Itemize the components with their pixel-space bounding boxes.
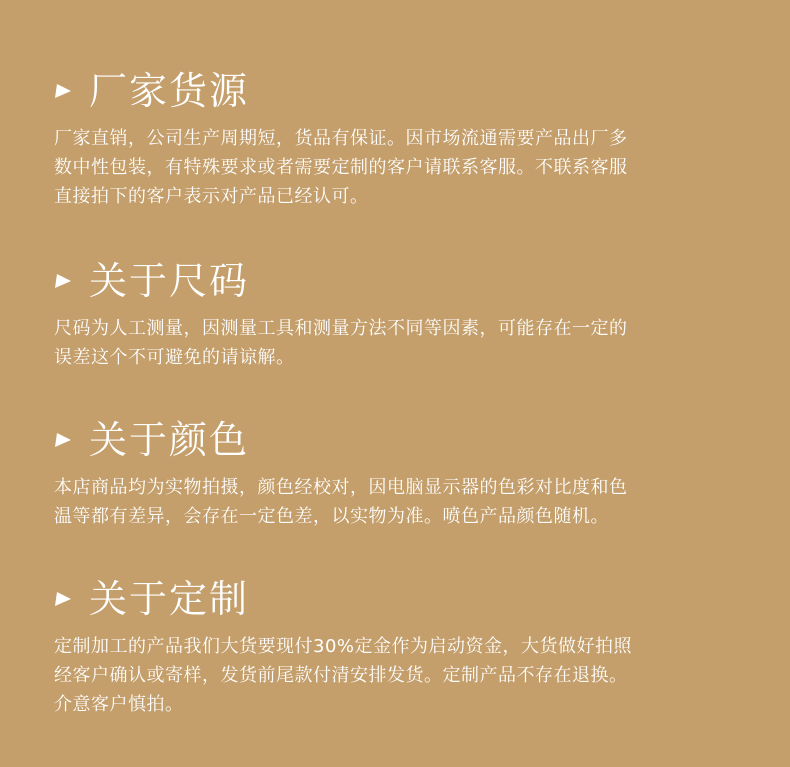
- body-line: 直接拍下的客户表示对产品已经认可。: [54, 186, 369, 207]
- section-heading: [54, 417, 744, 463]
- section-body: [54, 473, 744, 531]
- body-line: 温等都有差异，会存在一定色差，以实物为准。喷色产品颜色随机。: [54, 506, 609, 527]
- body-line: 数中性包装，有特殊要求或者需要定制的客户请联系客服。不联系客服: [54, 157, 628, 178]
- body-line: 本店商品均为实物拍摄，颜色经校对，因电脑显示器的色彩对比度和色: [54, 477, 628, 498]
- section-title: 厂家货源: [89, 69, 250, 113]
- body-line: 定制加工的产品我们大货要现付30%定金作为启动资金，大货做好拍照: [54, 636, 633, 657]
- section-body: [54, 314, 744, 372]
- body-line: 经客户确认或寄样，发货前尾款付清安排发货。定制产品不存在退换。: [54, 665, 628, 686]
- section-heading: [54, 68, 744, 114]
- section-about-color: [54, 417, 744, 531]
- section-heading: [54, 258, 744, 304]
- arrow-right-icon: [55, 592, 72, 606]
- section-body: [54, 124, 744, 211]
- section-body: [54, 632, 744, 719]
- section-title: 关于定制: [89, 577, 250, 621]
- section-about-customization: [54, 576, 744, 719]
- body-line: 厂家直销，公司生产周期短，货品有保证。因市场流通需要产品出厂多: [54, 128, 628, 149]
- section-title: 关于颜色: [89, 418, 250, 462]
- arrow-right-icon: [55, 274, 72, 288]
- arrow-right-icon: [55, 84, 72, 98]
- body-line: 误差这个不可避免的请谅解。: [54, 347, 295, 368]
- section-about-size: [54, 258, 744, 372]
- body-line: 尺码为人工测量，因测量工具和测量方法不同等因素，可能存在一定的: [54, 318, 628, 339]
- body-line: 介意客户慎拍。: [54, 694, 184, 715]
- section-factory-source: [54, 68, 744, 211]
- section-heading: [54, 576, 744, 622]
- arrow-right-icon: [55, 433, 72, 447]
- section-title: 关于尺码: [89, 259, 250, 303]
